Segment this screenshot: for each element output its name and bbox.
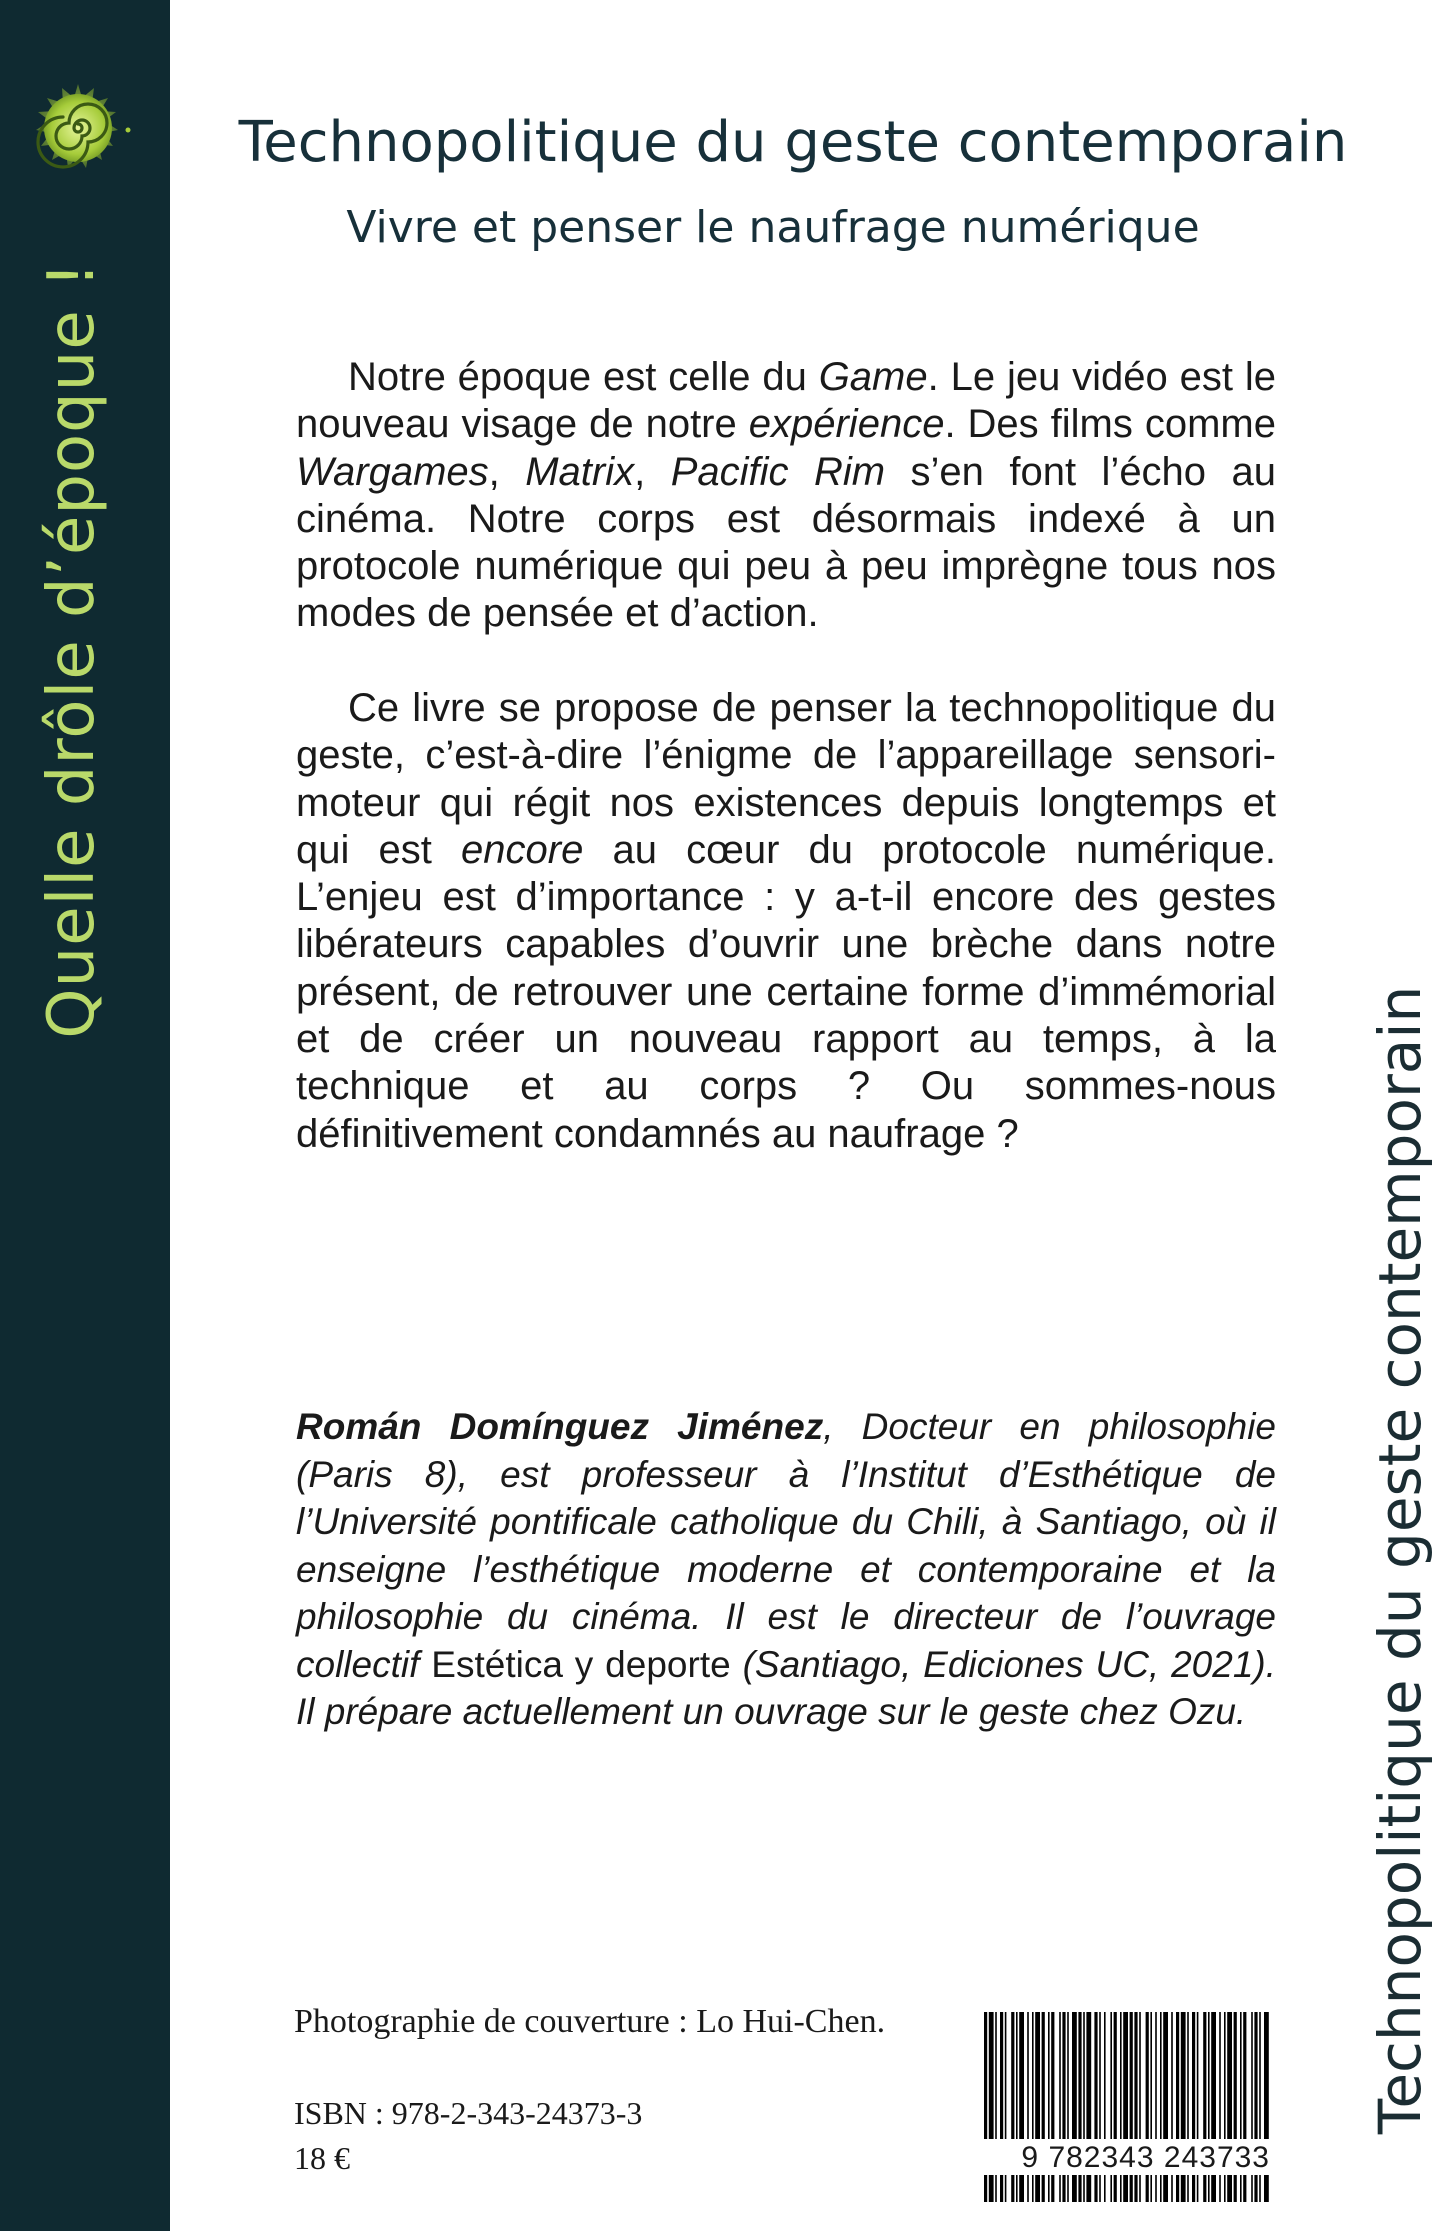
text-run: s’en font l’écho au cinéma. Notre corps est désormais indexé à un protocole numérique qui peu à peu imprègne tous nos modes de pensée et d’action. (296, 449, 1276, 636)
spine-title: Technopolitique du geste contemporain (1366, 985, 1434, 2135)
spiral-shell-icon (18, 76, 138, 196)
text-run: . Des films comme (944, 402, 1277, 447)
text-run: , (634, 449, 671, 494)
text-run: Notre époque est celle du (348, 355, 819, 399)
author-name: Román Domínguez Jiménez (296, 1406, 824, 1447)
italic-term: encore (461, 827, 584, 872)
bio-text-end: (Santiago, Ediciones UC, 2021). Il prépare actuellement un ouvrage sur le geste chez Ozu. (296, 1643, 1277, 1732)
italic-term: Matrix (525, 449, 635, 494)
blurb-paragraph-2 (296, 685, 1276, 1158)
italic-term: Game (818, 355, 928, 399)
text-run: Ce livre se propose de penser la technopolitique du geste, c’est-à-dire l’énigme de l’appareillage sensori-moteur qui régit nos existences depuis longtemps et qui est (296, 686, 1276, 872)
book-subtitle: Vivre et penser le naufrage numérique (346, 202, 1200, 253)
isbn: ISBN : 978-2-343-24373-3 (294, 2095, 643, 2131)
italic-term: expérience (748, 402, 945, 447)
italic-term: Wargames (296, 449, 489, 494)
text-run: . Le jeu vidéo est le nouveau visage de notre (296, 355, 1276, 447)
series-name: Quelle drôle d’époque ! (35, 261, 109, 1039)
blurb-paragraph-1 (296, 354, 1276, 638)
photo-credit: Photographie de couverture : Lo Hui-Chen. (294, 2003, 886, 2040)
price: 18 € (294, 2140, 350, 2176)
text-run: au cœur du protocole numérique. L’enjeu est d’importance : y a-t-il encore des gestes libérateurs capables d’ouvrir une brèche dans notre présent, de retrouver une certaine forme d’immémorial et de créer un nouveau rapport au temps, à la technique et au corps ? Ou sommes-nous définitivement condamnés au naufrage ? (296, 827, 1276, 1156)
author-bio (296, 1403, 1276, 1736)
italic-term: Pacific Rim (670, 449, 886, 494)
series-sidebar (0, 0, 170, 2231)
bio-book-title: Estética y deporte (431, 1643, 731, 1685)
text-run: , (488, 449, 526, 494)
barcode-number: 9 782343 243733 (980, 2139, 1270, 2175)
book-title: Technopolitique du geste contemporain (238, 110, 1348, 175)
bio-text: , Docteur en philosophie (Paris 8), est professeur à l’Institut d’Esthétique de l’Université pontificale catholique du Chili, à Santiago, où il enseigne l’esthétique moderne et contemporaine et la philosophie du cinéma. Il est le directeur de l’ouvrage collectif (296, 1406, 1276, 1685)
